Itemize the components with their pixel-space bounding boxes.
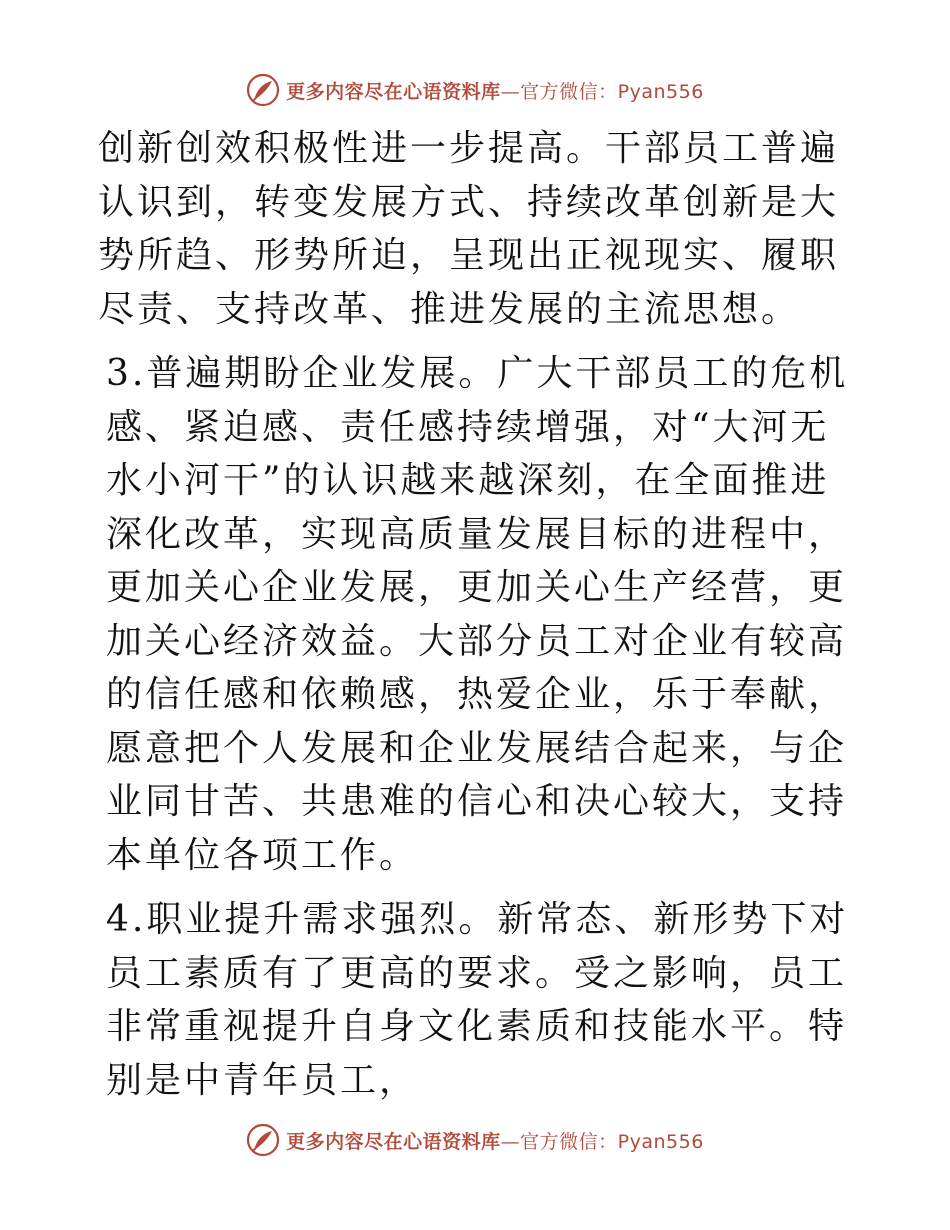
- header-banner: [0, 70, 950, 110]
- document-body: [98, 122, 858, 1107]
- paragraph-item-3: 3.普遍期盼企业发展。广大干部员工的危机感、紧迫感、责任感持续增强，对“大河无水小河干”的认识越来越深刻，在全面推进深化改革，实现高质量发展目标的进程中，更加关心企业发展，更加关心生产经营，更加关心经济效益。大部分员工对企业有较高的信任感和依赖感，热爱企业，乐于奉献，愿意把个人发展和企业发展结合起来，与企业同甘苦、共患难的信心和决心较大，支持本单位各项工作。: [106, 353, 849, 876]
- footer-dash: —: [500, 1130, 521, 1153]
- footer-contact: 官方微信：Pyan556: [520, 1130, 704, 1153]
- quill-logo-icon: [246, 1123, 280, 1157]
- footer-banner: [0, 1120, 950, 1160]
- footer-banner-text: [286, 1127, 704, 1154]
- footer-site-name: 更多内容尽在心语资料库: [286, 1130, 501, 1153]
- header-site-name: 更多内容尽在心语资料库: [286, 80, 501, 103]
- header-dash: —: [500, 80, 521, 103]
- header-banner-text: [286, 77, 704, 104]
- paragraph-continuation: 创新创效积极性进一步提高。干部员工普遍认识到，转变发展方式、持续改革创新是大势所趋、形势所迫，呈现出正视现实、履职尽责、支持改革、推进发展的主流思想。: [98, 128, 840, 330]
- header-contact: 官方微信：Pyan556: [520, 80, 704, 103]
- quill-logo-icon: [246, 73, 280, 107]
- paragraph-item-4: 4.职业提升需求强烈。新常态、新形势下对员工素质有了更高的要求。受之影响，员工非常重视提升自身文化素质和技能水平。特别是中青年员工，: [106, 899, 849, 1101]
